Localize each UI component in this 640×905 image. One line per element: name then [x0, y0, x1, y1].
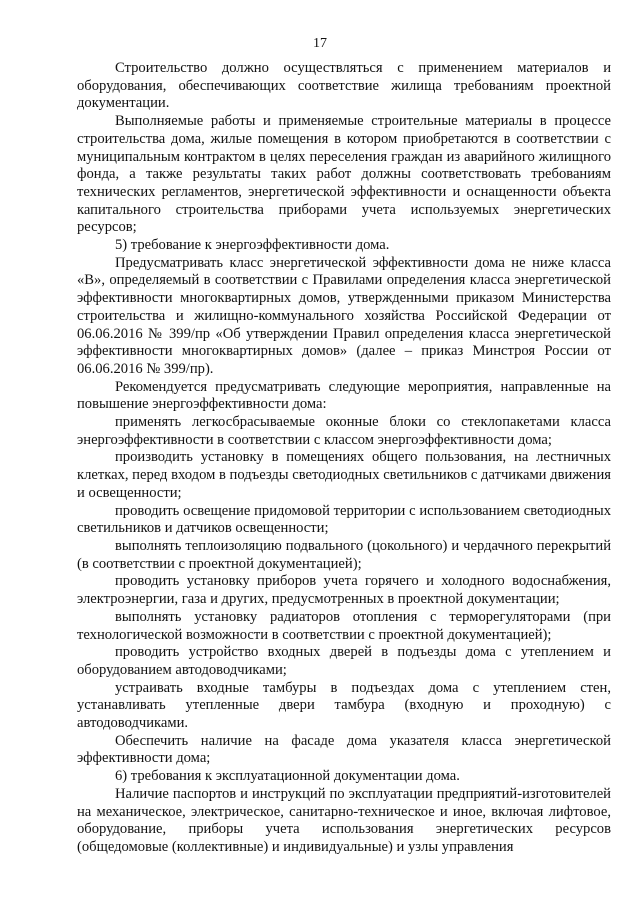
list-item-windows: применять легкосбрасываемые оконные блоки со стеклопакетами класса энергоэффективности в соответствии с классом энергоэффективности дома; [77, 414, 611, 448]
list-item-meters: проводить установку приборов учета горячего и холодного водоснабжения, электроэнергии, газа и других, предусмотренных в проектной документации; [77, 573, 611, 608]
paragraph-facade-indicator: Обеспечить наличие на фасаде дома указателя класса энергетической эффективности дома; [77, 732, 611, 767]
paragraph-section-6-heading: 6) требования к эксплуатационной документации дома. [115, 768, 460, 785]
list-item-led-lighting: производить установку в помещениях общего пользования, на лестничных клетках, перед входом в подъезды светодиодных светильников с датчиками движения и освещенности; [77, 449, 611, 501]
list-item-entrance-doors: проводить устройство входных дверей в подъезды дома с утеплением и оборудованием автодоводчиками; [77, 644, 611, 678]
paragraph-section-5-heading: 5) требование к энергоэффективности дома. [115, 237, 390, 254]
paragraph-passports: Наличие паспортов и инструкций по эксплуатации предприятий-изготовителей на механическое, электрическое, санитарно-техническое и иное, включая лифтовое, оборудование, приборы учета использования энергетических ресурсов (общедомовые (коллективные) и индивидуальные) и узлы управления [77, 785, 611, 855]
paragraph-energy-class: Предусматривать класс энергетической эффективности дома не ниже класса «В», определяемый в соответствии с Правилами определения класса энергетической эффективности многоквартирных домов, утвержденными приказом Министерства строительства и жилищно-коммунального хозяйства Российской Федерации от 06.06.2016 № 399/пр «Об утверждении Правил определения класса энергетической эффективности многоквартирных домов» (далее – приказ Минстроя России от 06.06.2016 № 399/пр). [77, 254, 611, 377]
list-item-radiators: выполнять установку радиаторов отопления с терморегуляторами (при технологической возможности в соответствии с проектной документацией); [77, 608, 611, 643]
page-number: 17 [313, 36, 327, 51]
list-item-vestibules: устраивать входные тамбуры в подъездах дома с утеплением стен, устанавливать утепленные двери тамбура (входную и проходную) с автодоводчиками. [77, 679, 611, 732]
paragraph-materials: Строительство должно осуществляться с применением материалов и оборудования, обеспечивающих соответствие жилища требованиям проектной документации. [77, 60, 611, 112]
list-item-insulation: выполнять теплоизоляцию подвального (цокольного) и чердачного перекрытий (в соответствии с проектной документацией); [77, 537, 611, 572]
paragraph-recommended-measures: Рекомендуется предусматривать следующие мероприятия, направленные на повышение энергоэффективности дома: [77, 378, 611, 413]
document-body [77, 60, 611, 857]
paragraph-works-requirements: Выполняемые работы и применяемые строительные материалы в процессе строительства дома, жилые помещения в котором приобретаются в соответствии с муниципальным контрактом в целях переселения граждан из аварийного жилищного фонда, а также результаты таких работ должны соответствовать требованиям технических регламентов, энергетической эффективности и оснащенности объекта капитального строительства приборами учета используемых энергетических ресурсов; [77, 113, 611, 236]
list-item-outdoor-lighting: проводить освещение придомовой территории с использованием светодиодных светильников и датчиков освещенности; [77, 502, 611, 537]
